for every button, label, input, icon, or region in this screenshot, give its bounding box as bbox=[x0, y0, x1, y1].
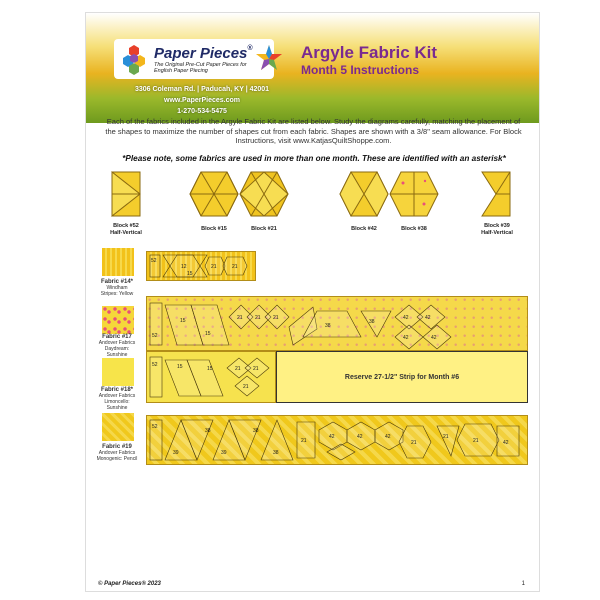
shape-code: 38 bbox=[205, 428, 211, 434]
shape-code: 21 bbox=[243, 384, 249, 390]
page-subtitle: Month 5 Instructions bbox=[301, 63, 419, 77]
shape-code: 52 bbox=[152, 424, 158, 430]
reserve-strip-note: Reserve 27-1/2" Strip for Month #6 bbox=[276, 351, 528, 403]
fabric-18-swatch bbox=[102, 358, 134, 386]
shape-code: 12 bbox=[181, 264, 187, 270]
shape-code: 21 bbox=[235, 366, 241, 372]
shape-code: 42 bbox=[357, 434, 363, 440]
phone: 1-270-534-5475 bbox=[177, 108, 227, 115]
block-15-diagram bbox=[189, 171, 239, 217]
shape-code: 21 bbox=[255, 315, 261, 321]
fabric-17-strip bbox=[146, 296, 528, 351]
brand-name: Paper Pieces® bbox=[154, 45, 253, 62]
shape-code: 21 bbox=[473, 438, 479, 444]
shape-code: 21 bbox=[253, 366, 259, 372]
block-38-diagram bbox=[389, 171, 439, 217]
address: 3306 Coleman Rd. | Paducah, KY | 42001 bbox=[134, 86, 270, 93]
block-21-diagram bbox=[239, 171, 289, 217]
fabric-14-swatch bbox=[102, 248, 134, 276]
shape-code: 15 bbox=[207, 366, 213, 372]
shape-code: 39 bbox=[221, 450, 227, 456]
page-title: Argyle Fabric Kit bbox=[301, 43, 438, 62]
shape-code: 21 bbox=[211, 264, 217, 270]
block-42-diagram bbox=[339, 171, 389, 217]
fabric-14-strip bbox=[146, 251, 256, 281]
fabric-14-label: Fabric #14* Windham Stripes: Yellow bbox=[100, 279, 134, 297]
fabric-19-label: Fabric #19 Andover Fabrics Monogenic: Pencil bbox=[96, 444, 138, 462]
shape-code: 38 bbox=[273, 450, 279, 456]
shape-code: 52 bbox=[152, 362, 158, 368]
shape-code: 39 bbox=[173, 450, 179, 456]
page-number: 1 bbox=[521, 581, 525, 587]
shape-code: 21 bbox=[273, 315, 279, 321]
shape-code: 15 bbox=[177, 364, 183, 370]
shape-code: 15 bbox=[180, 318, 186, 324]
block-42-label: Block #42 bbox=[351, 226, 377, 232]
shape-code: 21 bbox=[411, 440, 417, 446]
contact-info bbox=[102, 84, 302, 117]
shape-code: 52 bbox=[152, 333, 158, 339]
hexagon-cluster-icon bbox=[118, 43, 150, 75]
fabric-14-cutting-layout bbox=[147, 252, 255, 280]
shape-code: 42 bbox=[503, 440, 509, 446]
shape-code: 42 bbox=[329, 434, 335, 440]
fabric-19-strip bbox=[146, 415, 528, 465]
fabric-18-strip bbox=[146, 351, 276, 403]
copyright: © Paper Pieces® 2023 bbox=[98, 581, 161, 587]
shape-code: 38 bbox=[369, 319, 375, 325]
shape-code: 42 bbox=[403, 335, 409, 341]
fabric-17-label: Fabric #17 Andover Fabrics Daydream: Sunshine bbox=[98, 334, 136, 358]
shape-code: 42 bbox=[425, 315, 431, 321]
block-39-label: Block #39 Half-Vertical bbox=[481, 223, 513, 236]
block-39-diagram bbox=[481, 171, 511, 217]
block-52-label: Block #52 Half-Vertical bbox=[110, 223, 142, 236]
shape-code: 21 bbox=[232, 264, 238, 270]
shape-code: 52 bbox=[151, 258, 157, 264]
shape-code: 38 bbox=[253, 428, 259, 434]
intro-text: Each of the fabrics included in the Argyle Fabric Kit are listed below. Study the diagrams carefully, matching the placement of the shapes to maximize the number of shapes cut from each fabric. Shapes are shown with a 3/8" seam allowance. For Block Instructions, visit www.KatjasQuiltShoppe.com. bbox=[105, 117, 522, 145]
block-52-diagram bbox=[111, 171, 141, 217]
fabric-18-cutting-layout bbox=[147, 352, 275, 402]
shape-code: 42 bbox=[403, 315, 409, 321]
block-38-label: Block #38 bbox=[401, 226, 427, 232]
fabric-19-cutting-layout bbox=[147, 416, 527, 464]
shape-code: 15 bbox=[205, 331, 211, 337]
fabric-17-cutting-layout bbox=[147, 297, 527, 350]
shape-code: 21 bbox=[301, 438, 307, 444]
fabric-19-swatch bbox=[102, 413, 134, 441]
block-21-label: Block #21 bbox=[251, 226, 277, 232]
fabric-18-label: Fabric #18* Andover Fabrics Limoncello: Sunshine bbox=[98, 387, 136, 411]
block-15-label: Block #15 bbox=[201, 226, 227, 232]
shape-code: 21 bbox=[237, 315, 243, 321]
shape-code: 21 bbox=[443, 434, 449, 440]
fabric-17-swatch bbox=[102, 306, 134, 334]
instruction-page bbox=[85, 12, 540, 592]
shape-code: 38 bbox=[325, 323, 331, 329]
shape-code: 42 bbox=[385, 434, 391, 440]
shape-code: 42 bbox=[431, 335, 437, 341]
website: www.PaperPieces.com bbox=[164, 97, 240, 104]
asterisk-note: *Please note, some fabrics are used in more than one month. These are identified with an asterisk* bbox=[122, 154, 506, 163]
logo bbox=[114, 39, 274, 79]
brand-tagline: The Original Pre-Cut Paper Pieces for English Paper Piecing bbox=[154, 62, 247, 74]
header-banner bbox=[86, 13, 539, 123]
star-icon bbox=[256, 45, 282, 73]
shape-code: 15 bbox=[187, 271, 193, 277]
